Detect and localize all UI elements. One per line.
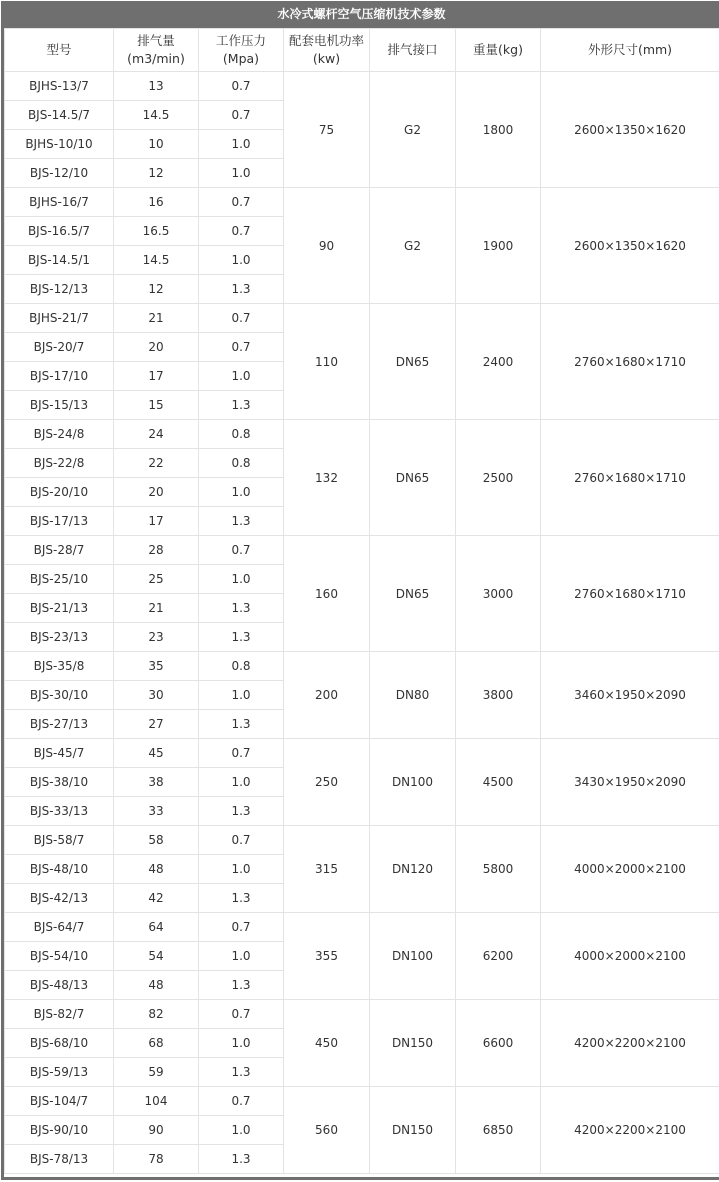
cell-pressure: 1.0 (199, 130, 284, 159)
cell-displacement: 16.5 (114, 217, 199, 246)
cell-displacement: 90 (114, 1116, 199, 1145)
cell-displacement: 27 (114, 710, 199, 739)
cell-outlet: DN80 (370, 652, 456, 739)
cell-model: BJS-82/7 (5, 1000, 114, 1029)
cell-pressure: 1.3 (199, 623, 284, 652)
cell-model: BJS-17/13 (5, 507, 114, 536)
cell-model: BJS-59/13 (5, 1058, 114, 1087)
cell-pressure: 0.7 (199, 188, 284, 217)
cell-model: BJS-28/7 (5, 536, 114, 565)
cell-weight: 6600 (456, 1000, 541, 1087)
cell-displacement: 21 (114, 594, 199, 623)
cell-pressure: 0.8 (199, 420, 284, 449)
cell-pressure: 0.7 (199, 304, 284, 333)
cell-displacement: 64 (114, 913, 199, 942)
table-row (5, 739, 719, 768)
cell-displacement: 25 (114, 565, 199, 594)
cell-model: BJS-16.5/7 (5, 217, 114, 246)
cell-motor-power: 160 (284, 536, 370, 652)
table-row (5, 304, 719, 333)
header-motor-power (284, 29, 370, 72)
cell-weight: 3800 (456, 652, 541, 739)
cell-displacement: 24 (114, 420, 199, 449)
cell-pressure: 1.3 (199, 507, 284, 536)
table-row (5, 188, 719, 217)
cell-pressure: 1.0 (199, 1116, 284, 1145)
cell-model: BJS-64/7 (5, 913, 114, 942)
cell-motor-power: 560 (284, 1087, 370, 1174)
cell-outlet: DN120 (370, 826, 456, 913)
cell-displacement: 23 (114, 623, 199, 652)
cell-displacement: 10 (114, 130, 199, 159)
header-pressure-label: 工作压力 (215, 33, 266, 48)
cell-motor-power: 450 (284, 1000, 370, 1087)
cell-pressure: 1.0 (199, 246, 284, 275)
cell-model: BJS-24/8 (5, 420, 114, 449)
cell-pressure: 1.3 (199, 1145, 284, 1174)
cell-weight: 4500 (456, 739, 541, 826)
table-row (5, 1087, 719, 1116)
cell-model: BJS-22/8 (5, 449, 114, 478)
cell-dimensions: 2600×1350×1620 (541, 72, 719, 188)
cell-model: BJS-58/7 (5, 826, 114, 855)
cell-outlet: DN150 (370, 1000, 456, 1087)
cell-outlet: DN100 (370, 913, 456, 1000)
cell-displacement: 35 (114, 652, 199, 681)
cell-model: BJS-14.5/1 (5, 246, 114, 275)
cell-motor-power: 90 (284, 188, 370, 304)
cell-pressure: 0.8 (199, 449, 284, 478)
cell-pressure: 0.7 (199, 217, 284, 246)
cell-model: BJS-38/10 (5, 768, 114, 797)
cell-model: BJS-17/10 (5, 362, 114, 391)
cell-dimensions: 2760×1680×1710 (541, 420, 719, 536)
cell-model: BJS-45/7 (5, 739, 114, 768)
table-row (5, 1000, 719, 1029)
header-displacement-unit: (m3/min) (127, 51, 185, 66)
header-model (5, 29, 114, 72)
cell-model: BJS-12/13 (5, 275, 114, 304)
cell-displacement: 58 (114, 826, 199, 855)
cell-dimensions: 2760×1680×1710 (541, 304, 719, 420)
table-row (5, 536, 719, 565)
table-row (5, 826, 719, 855)
cell-model: BJS-20/10 (5, 478, 114, 507)
table-row (5, 913, 719, 942)
header-motor-power-label: 配套电机功率 (288, 33, 364, 48)
cell-pressure: 1.0 (199, 942, 284, 971)
cell-dimensions: 3430×1950×2090 (541, 739, 719, 826)
cell-dimensions: 4200×2200×2100 (541, 1087, 719, 1174)
cell-weight: 6850 (456, 1087, 541, 1174)
cell-pressure: 0.7 (199, 913, 284, 942)
cell-displacement: 12 (114, 275, 199, 304)
header-outlet (370, 29, 456, 72)
cell-pressure: 0.8 (199, 652, 284, 681)
cell-displacement: 48 (114, 971, 199, 1000)
cell-weight: 6200 (456, 913, 541, 1000)
cell-displacement: 20 (114, 333, 199, 362)
cell-motor-power: 200 (284, 652, 370, 739)
cell-pressure: 1.3 (199, 1058, 284, 1087)
cell-pressure: 1.3 (199, 275, 284, 304)
cell-model: BJHS-10/10 (5, 130, 114, 159)
cell-displacement: 20 (114, 478, 199, 507)
cell-model: BJS-20/7 (5, 333, 114, 362)
cell-model: BJHS-21/7 (5, 304, 114, 333)
table-row (5, 420, 719, 449)
cell-pressure: 1.0 (199, 768, 284, 797)
cell-outlet: DN100 (370, 739, 456, 826)
cell-model: BJHS-13/7 (5, 72, 114, 101)
cell-motor-power: 315 (284, 826, 370, 913)
cell-displacement: 28 (114, 536, 199, 565)
cell-model: BJS-23/13 (5, 623, 114, 652)
cell-motor-power: 250 (284, 739, 370, 826)
cell-displacement: 68 (114, 1029, 199, 1058)
cell-pressure: 1.0 (199, 681, 284, 710)
header-model-label: 型号 (46, 42, 72, 57)
table-header (5, 29, 719, 72)
header-displacement-label: 排气量 (137, 33, 175, 48)
cell-displacement: 30 (114, 681, 199, 710)
cell-displacement: 17 (114, 362, 199, 391)
cell-displacement: 38 (114, 768, 199, 797)
cell-outlet: DN65 (370, 536, 456, 652)
header-pressure (199, 29, 284, 72)
cell-pressure: 1.0 (199, 362, 284, 391)
header-dimensions-label: 外形尺寸(mm) (587, 42, 673, 57)
cell-motor-power: 132 (284, 420, 370, 536)
cell-model: BJS-12/10 (5, 159, 114, 188)
cell-displacement: 82 (114, 1000, 199, 1029)
cell-model: BJS-104/7 (5, 1087, 114, 1116)
cell-model: BJS-33/13 (5, 797, 114, 826)
spec-table-panel (1, 1, 719, 1180)
cell-outlet: G2 (370, 72, 456, 188)
cell-weight: 1900 (456, 188, 541, 304)
cell-displacement: 42 (114, 884, 199, 913)
cell-displacement: 14.5 (114, 101, 199, 130)
table-row (5, 652, 719, 681)
cell-dimensions: 4000×2000×2100 (541, 826, 719, 913)
cell-pressure: 0.7 (199, 72, 284, 101)
cell-pressure: 1.3 (199, 710, 284, 739)
cell-displacement: 17 (114, 507, 199, 536)
cell-outlet: DN65 (370, 304, 456, 420)
cell-weight: 2500 (456, 420, 541, 536)
cell-displacement: 33 (114, 797, 199, 826)
cell-model: BJS-48/10 (5, 855, 114, 884)
cell-pressure: 1.0 (199, 565, 284, 594)
header-outlet-label: 排气接口 (387, 42, 438, 57)
cell-model: BJS-35/8 (5, 652, 114, 681)
cell-model: BJS-90/10 (5, 1116, 114, 1145)
cell-displacement: 12 (114, 159, 199, 188)
cell-dimensions: 2760×1680×1710 (541, 536, 719, 652)
table-body (5, 72, 719, 1174)
cell-displacement: 59 (114, 1058, 199, 1087)
cell-displacement: 78 (114, 1145, 199, 1174)
cell-displacement: 104 (114, 1087, 199, 1116)
cell-dimensions: 3460×1950×2090 (541, 652, 719, 739)
cell-pressure: 0.7 (199, 333, 284, 362)
cell-dimensions: 2600×1350×1620 (541, 188, 719, 304)
header-pressure-unit: (Mpa) (222, 51, 260, 66)
cell-pressure: 1.3 (199, 797, 284, 826)
cell-model: BJS-15/13 (5, 391, 114, 420)
header-weight-label: 重量(kg) (473, 42, 523, 57)
cell-pressure: 0.7 (199, 1000, 284, 1029)
cell-motor-power: 75 (284, 72, 370, 188)
cell-model: BJS-30/10 (5, 681, 114, 710)
cell-motor-power: 355 (284, 913, 370, 1000)
cell-model: BJS-68/10 (5, 1029, 114, 1058)
cell-displacement: 45 (114, 739, 199, 768)
cell-displacement: 14.5 (114, 246, 199, 275)
cell-model: BJS-54/10 (5, 942, 114, 971)
cell-dimensions: 4000×2000×2100 (541, 913, 719, 1000)
cell-displacement: 16 (114, 188, 199, 217)
cell-pressure: 1.0 (199, 478, 284, 507)
cell-dimensions: 4200×2200×2100 (541, 1000, 719, 1087)
cell-displacement: 21 (114, 304, 199, 333)
cell-outlet: DN65 (370, 420, 456, 536)
cell-pressure: 0.7 (199, 536, 284, 565)
header-displacement (114, 29, 199, 72)
table-row (5, 72, 719, 101)
cell-pressure: 0.7 (199, 101, 284, 130)
cell-displacement: 22 (114, 449, 199, 478)
cell-model: BJS-48/13 (5, 971, 114, 1000)
cell-displacement: 48 (114, 855, 199, 884)
cell-pressure: 0.7 (199, 1087, 284, 1116)
cell-weight: 2400 (456, 304, 541, 420)
cell-outlet: G2 (370, 188, 456, 304)
cell-model: BJS-14.5/7 (5, 101, 114, 130)
cell-model: BJS-21/13 (5, 594, 114, 623)
cell-displacement: 13 (114, 72, 199, 101)
header-motor-power-unit: (kw) (312, 51, 341, 66)
cell-model: BJS-25/10 (5, 565, 114, 594)
cell-pressure: 1.0 (199, 855, 284, 884)
header-row (5, 29, 719, 72)
header-weight (456, 29, 541, 72)
spec-table (4, 28, 719, 1174)
cell-motor-power: 110 (284, 304, 370, 420)
cell-pressure: 0.7 (199, 826, 284, 855)
cell-weight: 1800 (456, 72, 541, 188)
cell-pressure: 1.0 (199, 159, 284, 188)
cell-weight: 5800 (456, 826, 541, 913)
cell-displacement: 15 (114, 391, 199, 420)
cell-outlet: DN150 (370, 1087, 456, 1174)
cell-model: BJHS-16/7 (5, 188, 114, 217)
cell-displacement: 54 (114, 942, 199, 971)
cell-model: BJS-27/13 (5, 710, 114, 739)
cell-model: BJS-42/13 (5, 884, 114, 913)
cell-weight: 3000 (456, 536, 541, 652)
cell-pressure: 1.0 (199, 1029, 284, 1058)
cell-pressure: 1.3 (199, 594, 284, 623)
cell-pressure: 1.3 (199, 884, 284, 913)
cell-pressure: 1.3 (199, 391, 284, 420)
table-title: 水冷式螺杆空气压缩机技术参数 (4, 1, 719, 28)
cell-model: BJS-78/13 (5, 1145, 114, 1174)
cell-pressure: 1.3 (199, 971, 284, 1000)
cell-pressure: 0.7 (199, 739, 284, 768)
header-dimensions (541, 29, 719, 72)
